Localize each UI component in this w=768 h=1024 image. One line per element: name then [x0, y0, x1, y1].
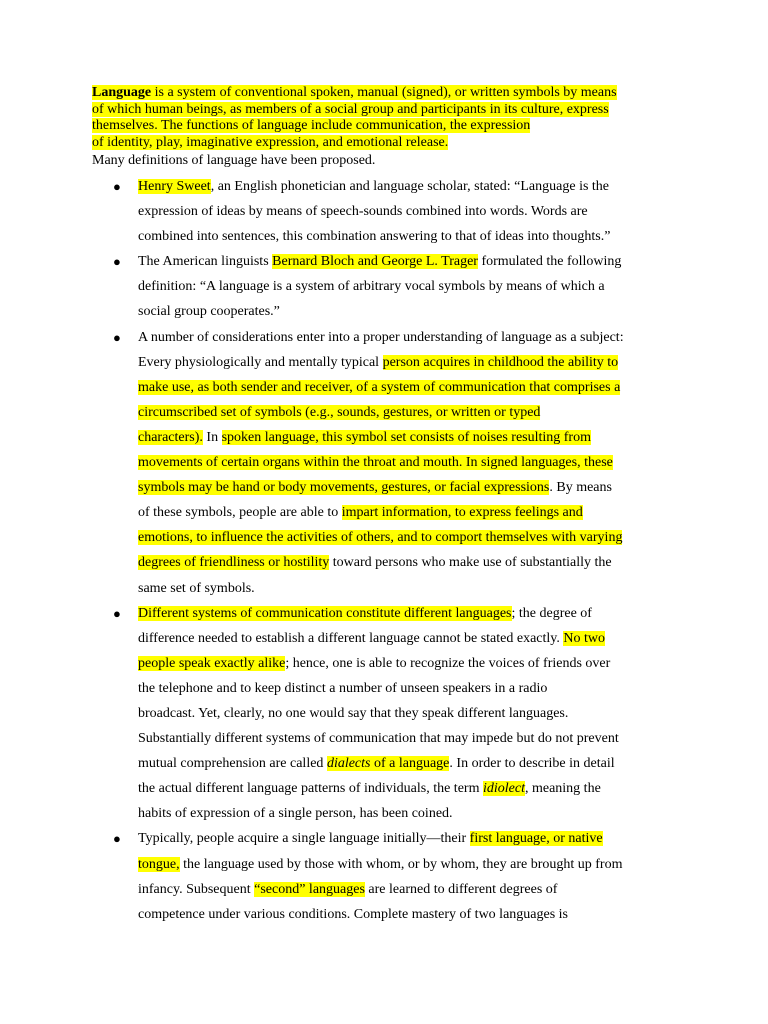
bullet-item-line [0, 274, 768, 299]
bullet-item [0, 174, 768, 199]
definitions-intro: Many definitions of language have been proposed. [92, 153, 376, 168]
bullet-item-line [0, 801, 768, 826]
bullet-item-line [0, 751, 768, 776]
highlighted-text: first language, or native [469, 831, 603, 847]
bullet-item-line [0, 852, 768, 877]
text-run: , an English phonetician and language scholar, stated: “Language is the [210, 179, 610, 194]
highlighted-text: degrees of friendliness or hostility [138, 555, 330, 571]
highlighted-text: people speak exactly alike [138, 655, 286, 671]
bullet-item-line [0, 651, 768, 676]
bullet-item-line [0, 877, 768, 902]
highlighted-text: circumscribed set of symbols (e.g., sounds, gestures, or written or typed [138, 404, 541, 420]
text-run: the telephone and to keep distinct a number of unseen speakers in a radio [138, 680, 548, 696]
highlighted-text: Language [92, 85, 152, 100]
bullet-icon: ● [113, 329, 121, 345]
text-run: combined into sentences, this combination answering to that of ideas into thoughts.” [138, 229, 611, 245]
bullet-item [0, 325, 768, 350]
intro-line [92, 118, 682, 135]
highlighted-text: of identity, play, imaginative expression, and emotional release. [92, 134, 449, 150]
text-run: broadcast. Yet, clearly, no one would say that they speak different languages. [138, 705, 569, 721]
text-run: Typically, people acquire a single language initially—their [138, 831, 470, 847]
intro-line [92, 102, 682, 119]
bullet-item-line [0, 299, 768, 324]
highlighted-text: emotions, to influence the activities of others, and to comport themselves with varying [138, 530, 623, 546]
text-run: expression of ideas by means of speech-sounds combined into words. Words are [138, 204, 588, 220]
highlighted-text: Henry Sweet [138, 179, 211, 194]
text-run: are learned to different degrees of [364, 881, 558, 897]
text-run: Substantially different systems of communication that may impede but do not prevent [138, 731, 619, 747]
bullet-item-line [0, 400, 768, 425]
intro-line [92, 135, 682, 152]
highlighted-text: of which human beings, as members of a social group and participants in its culture, express [92, 101, 609, 117]
highlighted-text: “second” languages [254, 881, 365, 897]
text-run: The American linguists [138, 254, 273, 270]
highlighted-text: tongue, [138, 856, 180, 872]
highlighted-text: is a system of conventional spoken, manual (signed), or written symbols by means [151, 85, 617, 100]
definitions-list [0, 174, 768, 927]
bullet-item [0, 826, 768, 851]
bullet-icon: ● [113, 605, 121, 621]
highlighted-text: symbols may be hand or body movements, gestures, or facial expressions [138, 480, 550, 496]
highlighted-text: themselves. The functions of language include communication, the expression [92, 118, 531, 133]
bullet-item-line [0, 576, 768, 601]
text-run: infancy. Subsequent [138, 881, 255, 897]
text-run: social group cooperates.” [138, 304, 280, 320]
text-run: A number of considerations enter into a proper understanding of language as a subject: [138, 329, 624, 345]
highlighted-text: Bernard Bloch and George L. Trager [272, 254, 478, 270]
text-run: . In order to describe in detail [449, 756, 615, 772]
text-run: definition: “A language is a system of arbitrary vocal symbols by means of which a [138, 279, 605, 295]
bullet-item-line [0, 626, 768, 651]
bullet-item-line [0, 525, 768, 550]
highlighted-text: impart information, to express feelings and [341, 505, 583, 521]
bullet-item-line [0, 902, 768, 927]
text-run: ; hence, one is able to recognize the voices of friends over [285, 655, 611, 671]
text-run: . By means [549, 480, 612, 496]
text-run: In [202, 429, 222, 445]
text-run: competence under various conditions. Complete mastery of two languages is [138, 906, 569, 922]
bullet-item-line [0, 224, 768, 249]
text-run: Every physiologically and mentally typical [138, 354, 383, 370]
highlighted-text: No two [563, 630, 606, 646]
bullet-item-line [0, 475, 768, 500]
text-run: same set of symbols. [138, 580, 255, 596]
bullet-item-line [0, 776, 768, 801]
bullet-item-line [0, 500, 768, 525]
intro-paragraph [92, 85, 682, 151]
bullet-item-line [0, 450, 768, 475]
bullet-item-line [0, 375, 768, 400]
bullet-item-line [0, 676, 768, 701]
bullet-item-line [0, 701, 768, 726]
text-run: of these symbols, people are able to [138, 505, 342, 521]
bullet-item [0, 601, 768, 626]
bullet-item-line [0, 726, 768, 751]
highlighted-text: make use, as both sender and receiver, of a system of communication that comprises a [138, 379, 621, 395]
highlighted-text: movements of certain organs within the throat and mouth. In signed languages, these [138, 455, 613, 471]
text-run: the actual different language patterns of individuals, the term [138, 781, 483, 797]
text-run: mutual comprehension are called [138, 756, 327, 772]
bullet-icon: ● [113, 179, 121, 194]
highlighted-text: dialects [326, 756, 371, 772]
text-run: formulated the following [477, 254, 622, 270]
intro-line [92, 85, 682, 102]
bullet-item-line [0, 350, 768, 375]
highlighted-text: spoken language, this symbol set consists of noises resulting from [221, 429, 591, 445]
text-run: the language used by those with whom, or by whom, they are brought up from [179, 856, 623, 872]
highlighted-text: person acquires in childhood the ability to [382, 354, 619, 370]
text-run: toward persons who make use of substantially the [329, 555, 612, 571]
text-run: difference needed to establish a different language cannot be stated exactly. [138, 630, 564, 646]
text-run: habits of expression of a single person, has been coined. [138, 806, 453, 822]
text-run: , meaning the [524, 781, 601, 797]
bullet-item-line [0, 550, 768, 575]
bullet-icon: ● [113, 831, 121, 847]
highlighted-text: characters). [138, 429, 203, 445]
bullet-item-line [0, 199, 768, 224]
bullet-item [0, 249, 768, 274]
bullet-item-line [0, 425, 768, 450]
highlighted-text: of a language [370, 756, 450, 772]
highlighted-text: idiolect [482, 781, 525, 797]
highlighted-text: Different systems of communication constitute different languages [138, 605, 512, 621]
text-run: ; the degree of [511, 605, 592, 621]
bullet-icon: ● [113, 254, 121, 270]
